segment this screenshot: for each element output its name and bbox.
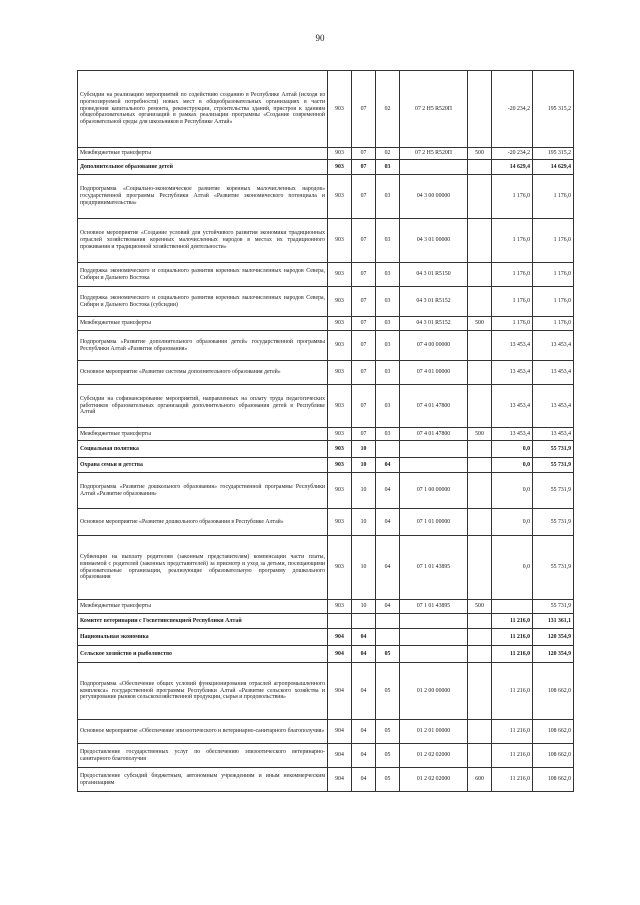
grbs-cell: 904 bbox=[328, 720, 352, 744]
row-name-cell: Субсидии на реализацию мероприятий по содействию созданию в Республике Алтай (исходя из прогнозируемой потребности) новых мест в общеобразовательных организациях в части проведения капитального ремонта, реконструкции, строительства зданий, пристроя к зданиям общеобразовательных организаций в рамках реализации программы «Создание современной образовательной среды для школьников в Республике Алтай» bbox=[78, 71, 328, 148]
amount-change-cell: 13 453,4 bbox=[492, 331, 533, 361]
amount-total-cell: 1 176,0 bbox=[533, 287, 574, 317]
amount-change-cell: 0,0 bbox=[492, 509, 533, 536]
section-cell: 10 bbox=[352, 441, 376, 458]
target-article-cell bbox=[400, 646, 468, 663]
amount-change-cell: 0,0 bbox=[492, 473, 533, 509]
row-name-cell: Комитет ветеринарии с Госветинспекцией Республики Алтай bbox=[78, 614, 328, 629]
section-cell: 04 bbox=[352, 768, 376, 792]
table-row bbox=[78, 663, 574, 720]
section-cell: 10 bbox=[352, 473, 376, 509]
grbs-cell: 903 bbox=[328, 160, 352, 175]
amount-total-cell: 108 662,0 bbox=[533, 768, 574, 792]
row-name-cell: Основное мероприятие «Создание условий для устойчивого развития экономики традиционных отраслей хозяйствования коренных малочисленных народов в местах их традиционного проживания и традиционной хозяйственной деятельности» bbox=[78, 219, 328, 263]
row-name-cell: Предоставление государственных услуг по обеспечению эпизоотического ветеринарно-санитарного благополучия bbox=[78, 744, 328, 768]
budget-table bbox=[77, 70, 574, 792]
table-row bbox=[78, 148, 574, 160]
amount-total-cell: 55 731,9 bbox=[533, 473, 574, 509]
amount-change-cell: 0,0 bbox=[492, 441, 533, 458]
table-row bbox=[78, 458, 574, 473]
expense-type-cell bbox=[468, 263, 492, 287]
expense-type-cell bbox=[468, 175, 492, 219]
table-row bbox=[78, 428, 574, 441]
table-row bbox=[78, 600, 574, 614]
amount-change-cell: -20 234,2 bbox=[492, 71, 533, 148]
expense-type-cell bbox=[468, 614, 492, 629]
expense-type-cell bbox=[468, 720, 492, 744]
page-number: 90 bbox=[315, 33, 325, 43]
table-row bbox=[78, 175, 574, 219]
grbs-cell: 903 bbox=[328, 175, 352, 219]
row-name-cell: Национальная экономика bbox=[78, 629, 328, 646]
grbs-cell: 903 bbox=[328, 331, 352, 361]
table-row bbox=[78, 629, 574, 646]
grbs-cell: 903 bbox=[328, 441, 352, 458]
row-name-cell: Межбюджетные трансферты bbox=[78, 317, 328, 331]
subsection-cell: 03 bbox=[376, 317, 400, 331]
target-article-cell: 01 2 00 00000 bbox=[400, 663, 468, 720]
amount-change-cell: 13 453,4 bbox=[492, 361, 533, 385]
grbs-cell: 904 bbox=[328, 768, 352, 792]
amount-total-cell: 1 176,0 bbox=[533, 175, 574, 219]
expense-type-cell: 500 bbox=[468, 428, 492, 441]
table-row bbox=[78, 509, 574, 536]
target-article-cell: 07 4 01 00000 bbox=[400, 361, 468, 385]
section-cell: 10 bbox=[352, 509, 376, 536]
amount-total-cell: 55 731,9 bbox=[533, 536, 574, 600]
amount-total-cell: 1 176,0 bbox=[533, 317, 574, 331]
subsection-cell: 04 bbox=[376, 600, 400, 614]
section-cell: 07 bbox=[352, 175, 376, 219]
amount-change-cell: 1 176,0 bbox=[492, 263, 533, 287]
target-article-cell: 07 1 00 00000 bbox=[400, 473, 468, 509]
amount-change-cell: 11 216,0 bbox=[492, 663, 533, 720]
target-article-cell: 07 1 01 43895 bbox=[400, 600, 468, 614]
amount-change-cell: 11 216,0 bbox=[492, 646, 533, 663]
amount-total-cell: 13 453,4 bbox=[533, 331, 574, 361]
expense-type-cell bbox=[468, 287, 492, 317]
row-name-cell: Сельское хозяйство и рыболовство bbox=[78, 646, 328, 663]
expense-type-cell: 500 bbox=[468, 317, 492, 331]
table-row bbox=[78, 473, 574, 509]
amount-change-cell: 1 176,0 bbox=[492, 175, 533, 219]
grbs-cell: 903 bbox=[328, 219, 352, 263]
subsection-cell: 03 bbox=[376, 287, 400, 317]
subsection-cell: 04 bbox=[376, 473, 400, 509]
subsection-cell: 03 bbox=[376, 385, 400, 428]
expense-type-cell bbox=[468, 441, 492, 458]
subsection-cell: 04 bbox=[376, 458, 400, 473]
row-name-cell: Подпрограмма «Социально-экономическое развитие коренных малочисленных народов» государственной программы Республики Алтай «Развитие экономического потенциала и предпринимательства» bbox=[78, 175, 328, 219]
amount-change-cell: 11 216,0 bbox=[492, 720, 533, 744]
expense-type-cell bbox=[468, 361, 492, 385]
section-cell: 07 bbox=[352, 263, 376, 287]
target-article-cell: 01 2 01 00000 bbox=[400, 720, 468, 744]
row-name-cell: Поддержка экономического и социального развития коренных малочисленных народов Севера, Сибири и Дальнего Востока bbox=[78, 263, 328, 287]
grbs-cell: 903 bbox=[328, 536, 352, 600]
row-name-cell: Подпрограмма «Развитие дополнительного образования детей» государственной программы Республики Алтай «Развитие образования» bbox=[78, 331, 328, 361]
subsection-cell: 05 bbox=[376, 720, 400, 744]
grbs-cell: 903 bbox=[328, 71, 352, 148]
grbs-cell: 903 bbox=[328, 428, 352, 441]
subsection-cell: 03 bbox=[376, 175, 400, 219]
subsection-cell: 05 bbox=[376, 744, 400, 768]
section-cell: 04 bbox=[352, 646, 376, 663]
section-cell: 04 bbox=[352, 663, 376, 720]
amount-change-cell: 1 176,0 bbox=[492, 287, 533, 317]
section-cell: 07 bbox=[352, 361, 376, 385]
expense-type-cell bbox=[468, 458, 492, 473]
section-cell: 07 bbox=[352, 317, 376, 331]
grbs-cell: 903 bbox=[328, 263, 352, 287]
target-article-cell bbox=[400, 458, 468, 473]
section-cell: 10 bbox=[352, 458, 376, 473]
table-row bbox=[78, 317, 574, 331]
target-article-cell: 07 2 Н5 R520П bbox=[400, 71, 468, 148]
subsection-cell: 02 bbox=[376, 71, 400, 148]
table-row bbox=[78, 646, 574, 663]
amount-total-cell: 195 315,2 bbox=[533, 71, 574, 148]
expense-type-cell bbox=[468, 219, 492, 263]
expense-type-cell bbox=[468, 646, 492, 663]
target-article-cell: 07 1 01 00000 bbox=[400, 509, 468, 536]
subsection-cell: 05 bbox=[376, 646, 400, 663]
section-cell: 10 bbox=[352, 536, 376, 600]
subsection-cell: 03 bbox=[376, 160, 400, 175]
amount-change-cell bbox=[492, 600, 533, 614]
subsection-cell bbox=[376, 614, 400, 629]
target-article-cell bbox=[400, 441, 468, 458]
grbs-cell: 903 bbox=[328, 473, 352, 509]
table-row bbox=[78, 263, 574, 287]
target-article-cell: 04 3 00 00000 bbox=[400, 175, 468, 219]
table-row bbox=[78, 536, 574, 600]
expense-type-cell: 500 bbox=[468, 148, 492, 160]
grbs-cell: 904 bbox=[328, 629, 352, 646]
table-row bbox=[78, 160, 574, 175]
grbs-cell: 904 bbox=[328, 744, 352, 768]
subsection-cell: 05 bbox=[376, 768, 400, 792]
section-cell: 04 bbox=[352, 720, 376, 744]
grbs-cell: 904 bbox=[328, 663, 352, 720]
section-cell: 07 bbox=[352, 71, 376, 148]
amount-change-cell: 11 216,0 bbox=[492, 768, 533, 792]
amount-total-cell: 13 453,4 bbox=[533, 428, 574, 441]
subsection-cell: 04 bbox=[376, 509, 400, 536]
amount-total-cell: 195 315,2 bbox=[533, 148, 574, 160]
grbs-cell: 903 bbox=[328, 148, 352, 160]
table-row bbox=[78, 720, 574, 744]
table-row bbox=[78, 385, 574, 428]
row-name-cell: Подпрограмма «Развитие дошкольного образования» государственной программы Республики Алтай «Развитие образования» bbox=[78, 473, 328, 509]
amount-total-cell: 120 354,9 bbox=[533, 629, 574, 646]
amount-change-cell: 0,0 bbox=[492, 536, 533, 600]
amount-change-cell: 11 216,0 bbox=[492, 629, 533, 646]
section-cell bbox=[352, 614, 376, 629]
subsection-cell: 03 bbox=[376, 219, 400, 263]
amount-total-cell: 14 629,4 bbox=[533, 160, 574, 175]
section-cell: 07 bbox=[352, 160, 376, 175]
subsection-cell: 05 bbox=[376, 663, 400, 720]
table-row bbox=[78, 744, 574, 768]
target-article-cell bbox=[400, 160, 468, 175]
row-name-cell: Межбюджетные трансферты bbox=[78, 428, 328, 441]
row-name-cell: Основное мероприятие «Развитие системы дополнительного образования детей» bbox=[78, 361, 328, 385]
amount-total-cell: 55 731,9 bbox=[533, 441, 574, 458]
table-row bbox=[78, 361, 574, 385]
grbs-cell: 903 bbox=[328, 317, 352, 331]
amount-total-cell: 108 662,0 bbox=[533, 720, 574, 744]
amount-total-cell: 55 731,9 bbox=[533, 509, 574, 536]
subsection-cell bbox=[376, 629, 400, 646]
subsection-cell: 03 bbox=[376, 361, 400, 385]
subsection-cell: 02 bbox=[376, 148, 400, 160]
amount-change-cell: 11 216,0 bbox=[492, 614, 533, 629]
expense-type-cell bbox=[468, 385, 492, 428]
row-name-cell: Дополнительное образование детей bbox=[78, 160, 328, 175]
expense-type-cell bbox=[468, 509, 492, 536]
amount-change-cell: 13 453,4 bbox=[492, 385, 533, 428]
amount-total-cell: 13 453,4 bbox=[533, 385, 574, 428]
expense-type-cell: 600 bbox=[468, 768, 492, 792]
table-row bbox=[78, 287, 574, 317]
amount-change-cell: 13 453,4 bbox=[492, 428, 533, 441]
expense-type-cell bbox=[468, 71, 492, 148]
row-name-cell: Межбюджетные трансферты bbox=[78, 148, 328, 160]
row-name-cell: Межбюджетные трансферты bbox=[78, 600, 328, 614]
section-cell: 07 bbox=[352, 219, 376, 263]
table-row bbox=[78, 71, 574, 148]
section-cell: 07 bbox=[352, 385, 376, 428]
section-cell: 07 bbox=[352, 428, 376, 441]
subsection-cell: 03 bbox=[376, 428, 400, 441]
target-article-cell bbox=[400, 629, 468, 646]
row-name-cell: Субсидии на софинансирование мероприятий, направленных на оплату труда педагогических работников образовательных организаций дополнительного образования детей в Республике Алтай bbox=[78, 385, 328, 428]
target-article-cell: 04 3 01 00000 bbox=[400, 219, 468, 263]
target-article-cell: 07 1 01 43895 bbox=[400, 536, 468, 600]
table-row bbox=[78, 441, 574, 458]
target-article-cell: 04 3 01 R5152 bbox=[400, 287, 468, 317]
grbs-cell: 903 bbox=[328, 600, 352, 614]
target-article-cell: 04 3 01 R5152 bbox=[400, 317, 468, 331]
amount-change-cell: 0,0 bbox=[492, 458, 533, 473]
grbs-cell: 903 bbox=[328, 509, 352, 536]
row-name-cell: Субвенции на выплату родителям (законным представителям) компенсации части платы, взимаемой с родителей (законных представителей) за присмотр и уход за детьми, посещающими образовательные организации, реализующие образовательную программу дошкольного образования bbox=[78, 536, 328, 600]
expense-type-cell bbox=[468, 663, 492, 720]
table-row bbox=[78, 768, 574, 792]
target-article-cell: 07 4 01 47800 bbox=[400, 428, 468, 441]
expense-type-cell bbox=[468, 160, 492, 175]
expense-type-cell bbox=[468, 331, 492, 361]
amount-change-cell: -20 234,2 bbox=[492, 148, 533, 160]
grbs-cell: 903 bbox=[328, 287, 352, 317]
row-name-cell: Предоставление субсидий бюджетным, автономным учреждениям и иным некоммерческим организациям bbox=[78, 768, 328, 792]
subsection-cell: 03 bbox=[376, 331, 400, 361]
expense-type-cell bbox=[468, 629, 492, 646]
amount-total-cell: 108 662,0 bbox=[533, 744, 574, 768]
target-article-cell: 04 3 01 R5150 bbox=[400, 263, 468, 287]
row-name-cell: Основное мероприятие «Развитие дошкольного образования в Республике Алтай» bbox=[78, 509, 328, 536]
row-name-cell: Поддержка экономического и социального развития коренных малочисленных народов Севера, Сибири и Дальнего Востока (субсидии) bbox=[78, 287, 328, 317]
grbs-cell bbox=[328, 614, 352, 629]
grbs-cell: 904 bbox=[328, 646, 352, 663]
table-row bbox=[78, 614, 574, 629]
expense-type-cell: 500 bbox=[468, 600, 492, 614]
row-name-cell: Подпрограмма «Обеспечение общих условий функционирования отраслей агропромышленного комплекса» государственной программы Республики Алтай «Развитие сельского хозяйства и регулирование рынков сельскохозяйственной продукции, сырья и продовольствия» bbox=[78, 663, 328, 720]
section-cell: 04 bbox=[352, 744, 376, 768]
amount-total-cell: 55 731,9 bbox=[533, 600, 574, 614]
row-name-cell: Охрана семьи и детства bbox=[78, 458, 328, 473]
section-cell: 07 bbox=[352, 287, 376, 317]
target-article-cell: 01 2 02 02000 bbox=[400, 768, 468, 792]
grbs-cell: 903 bbox=[328, 458, 352, 473]
amount-total-cell: 120 354,9 bbox=[533, 646, 574, 663]
subsection-cell: 03 bbox=[376, 263, 400, 287]
amount-change-cell: 14 629,4 bbox=[492, 160, 533, 175]
row-name-cell: Социальная политика bbox=[78, 441, 328, 458]
amount-change-cell: 1 176,0 bbox=[492, 317, 533, 331]
expense-type-cell bbox=[468, 536, 492, 600]
section-cell: 04 bbox=[352, 629, 376, 646]
subsection-cell bbox=[376, 441, 400, 458]
section-cell: 07 bbox=[352, 331, 376, 361]
subsection-cell: 04 bbox=[376, 536, 400, 600]
amount-total-cell: 55 731,9 bbox=[533, 458, 574, 473]
amount-total-cell: 1 176,0 bbox=[533, 219, 574, 263]
amount-total-cell: 131 361,1 bbox=[533, 614, 574, 629]
table-row bbox=[78, 219, 574, 263]
section-cell: 07 bbox=[352, 148, 376, 160]
target-article-cell: 07 2 Н5 R520П bbox=[400, 148, 468, 160]
table-row bbox=[78, 331, 574, 361]
amount-change-cell: 1 176,0 bbox=[492, 219, 533, 263]
amount-total-cell: 108 662,0 bbox=[533, 663, 574, 720]
amount-change-cell: 11 216,0 bbox=[492, 744, 533, 768]
expense-type-cell bbox=[468, 744, 492, 768]
amount-total-cell: 1 176,0 bbox=[533, 263, 574, 287]
target-article-cell bbox=[400, 614, 468, 629]
row-name-cell: Основное мероприятие «Обеспечение эпизоотического и ветеринарно-санитарного благополучия» bbox=[78, 720, 328, 744]
target-article-cell: 07 4 01 47800 bbox=[400, 385, 468, 428]
section-cell: 10 bbox=[352, 600, 376, 614]
grbs-cell: 903 bbox=[328, 385, 352, 428]
amount-total-cell: 13 453,4 bbox=[533, 361, 574, 385]
target-article-cell: 01 2 02 02000 bbox=[400, 744, 468, 768]
target-article-cell: 07 4 00 00000 bbox=[400, 331, 468, 361]
expense-type-cell bbox=[468, 473, 492, 509]
grbs-cell: 903 bbox=[328, 361, 352, 385]
